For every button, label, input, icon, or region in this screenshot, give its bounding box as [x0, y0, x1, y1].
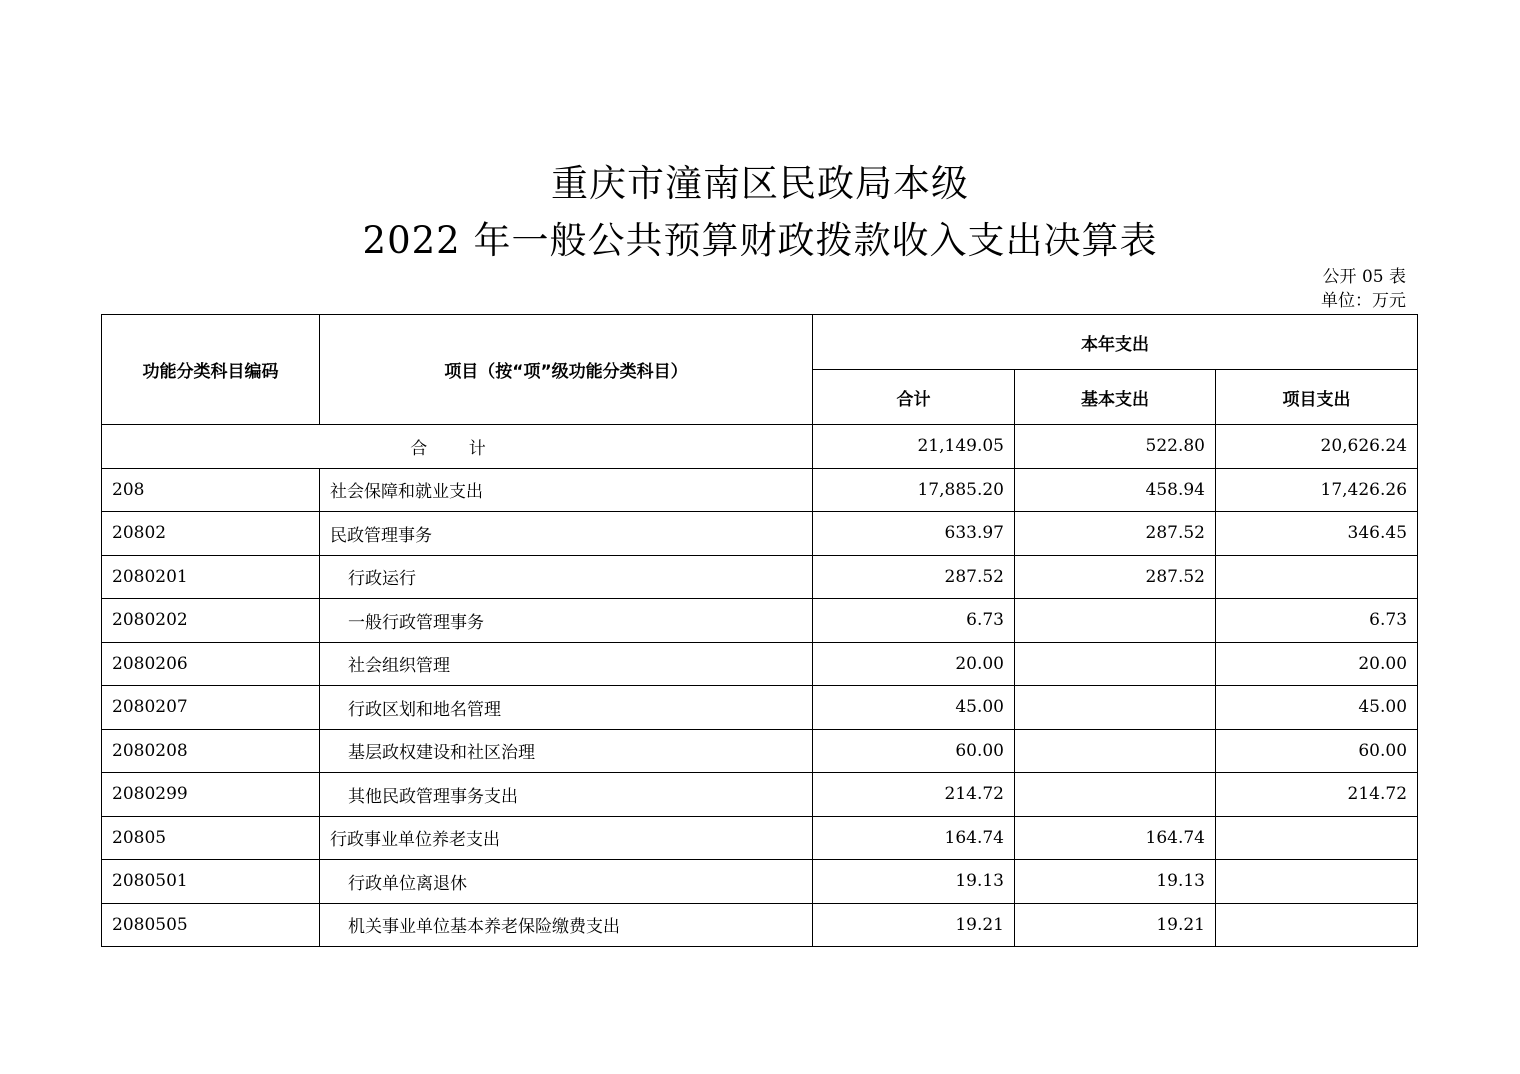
- header-expenditure-group: 本年支出: [813, 315, 1418, 370]
- row-code: 2080208: [102, 729, 320, 773]
- row-total: 214.72: [813, 773, 1015, 817]
- row-name: 基层政权建设和社区治理: [320, 729, 813, 773]
- row-project: [1216, 860, 1418, 904]
- row-project: 17,426.26: [1216, 468, 1418, 512]
- row-total: 287.52: [813, 555, 1015, 599]
- row-code: 2080501: [102, 860, 320, 904]
- row-basic: 164.74: [1015, 816, 1216, 860]
- row-basic: [1015, 686, 1216, 730]
- header-project: 项目支出: [1216, 370, 1418, 425]
- table-row: [102, 773, 1418, 817]
- row-name: 行政事业单位养老支出: [320, 816, 813, 860]
- row-basic: 287.52: [1015, 555, 1216, 599]
- row-name: 行政运行: [320, 555, 813, 599]
- row-total: 164.74: [813, 816, 1015, 860]
- row-total: 6.73: [813, 599, 1015, 643]
- row-code: 2080202: [102, 599, 320, 643]
- row-total: 633.97: [813, 512, 1015, 556]
- row-code: 20805: [102, 816, 320, 860]
- row-project: [1216, 816, 1418, 860]
- row-project: 60.00: [1216, 729, 1418, 773]
- table-number: 公开 05 表: [1322, 267, 1406, 287]
- row-code: 2080207: [102, 686, 320, 730]
- row-code: 208: [102, 468, 320, 512]
- table-row: [102, 468, 1418, 512]
- table-row: [102, 903, 1418, 947]
- row-project: [1216, 555, 1418, 599]
- table-row: [102, 686, 1418, 730]
- row-code: 2080201: [102, 555, 320, 599]
- document-title-line1: 重庆市潼南区民政局本级: [551, 162, 969, 205]
- row-code: 20802: [102, 512, 320, 556]
- table-row: [102, 555, 1418, 599]
- row-name: 行政区划和地名管理: [320, 686, 813, 730]
- row-project: [1216, 903, 1418, 947]
- row-name: 机关事业单位基本养老保险缴费支出: [320, 903, 813, 947]
- budget-table: [101, 314, 1418, 947]
- row-project: 214.72: [1216, 773, 1418, 817]
- header-code: 功能分类科目编码: [102, 315, 320, 425]
- row-basic: 19.13: [1015, 860, 1216, 904]
- row-name: 一般行政管理事务: [320, 599, 813, 643]
- table-row: [102, 512, 1418, 556]
- row-name: 其他民政管理事务支出: [320, 773, 813, 817]
- row-project: 346.45: [1216, 512, 1418, 556]
- header-basic: 基本支出: [1015, 370, 1216, 425]
- row-basic: 458.94: [1015, 468, 1216, 512]
- table-row: [102, 599, 1418, 643]
- table-row: [102, 642, 1418, 686]
- table-row: [102, 816, 1418, 860]
- row-name: 行政单位离退休: [320, 860, 813, 904]
- row-basic: [1015, 729, 1216, 773]
- row-basic: [1015, 599, 1216, 643]
- row-total: 60.00: [813, 729, 1015, 773]
- unit-label: 单位：万元: [1321, 291, 1406, 311]
- row-total: 19.21: [813, 903, 1015, 947]
- row-basic: [1015, 773, 1216, 817]
- row-basic: [1015, 642, 1216, 686]
- row-name: 社会组织管理: [320, 642, 813, 686]
- header-item: 项目（按“项”级功能分类科目）: [320, 315, 813, 425]
- row-project: 6.73: [1216, 599, 1418, 643]
- row-project: 45.00: [1216, 686, 1418, 730]
- table-row: [102, 729, 1418, 773]
- row-code: 2080299: [102, 773, 320, 817]
- row-project: 20.00: [1216, 642, 1418, 686]
- row-total: 20.00: [813, 642, 1015, 686]
- table-row: [102, 860, 1418, 904]
- row-total: 45.00: [813, 686, 1015, 730]
- row-basic: 287.52: [1015, 512, 1216, 556]
- header-total: 合计: [813, 370, 1015, 425]
- row-code: 2080505: [102, 903, 320, 947]
- table-header-row: [102, 315, 1418, 370]
- row-name: 社会保障和就业支出: [320, 468, 813, 512]
- total-label: 合 计: [102, 425, 813, 469]
- total-project: 20,626.24: [1216, 425, 1418, 469]
- row-total: 17,885.20: [813, 468, 1015, 512]
- total-sum: 21,149.05: [813, 425, 1015, 469]
- row-basic: 19.21: [1015, 903, 1216, 947]
- row-code: 2080206: [102, 642, 320, 686]
- document-title-line2: 2022 年一般公共预算财政拨款收入支出决算表: [362, 219, 1158, 262]
- total-row: [102, 425, 1418, 469]
- total-basic: 522.80: [1015, 425, 1216, 469]
- row-name: 民政管理事务: [320, 512, 813, 556]
- row-total: 19.13: [813, 860, 1015, 904]
